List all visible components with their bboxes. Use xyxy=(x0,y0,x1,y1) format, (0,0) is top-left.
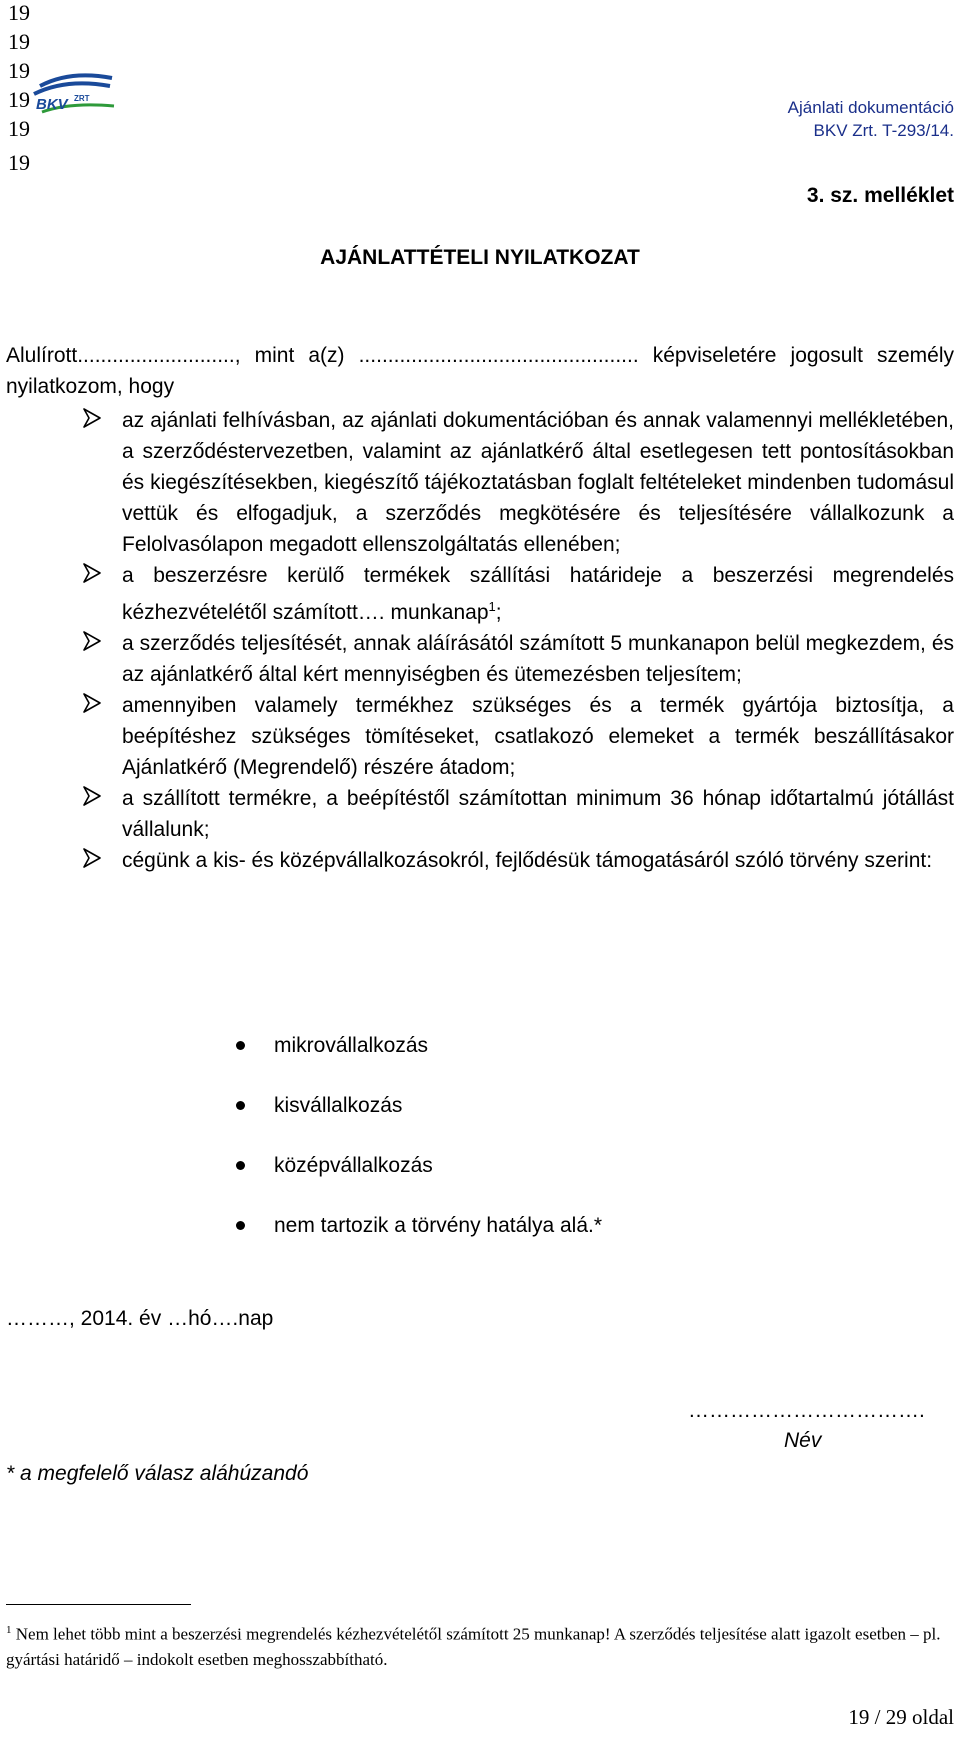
page-number: 19 / 29 oldal xyxy=(848,1705,954,1729)
margin-number: 19 xyxy=(8,150,30,175)
header-doc-title: Ajánlati dokumentáció xyxy=(787,98,954,117)
margin-number: 19 xyxy=(8,29,30,54)
bullet-dot-icon xyxy=(236,1041,245,1050)
arrowhead-bullet-icon xyxy=(82,848,102,868)
footnote-divider xyxy=(6,1604,191,1605)
document-header xyxy=(788,96,954,142)
arrowhead-bullet-icon xyxy=(82,408,102,428)
company-size-options xyxy=(236,1030,602,1270)
list-item-text: az ajánlati felhívásban, az ajánlati dokumentációban és annak valamennyi mellékletében, a szerződéstervezetben, valamint az ajánlatkérő által esetlegesen tett pontosításokban és kiegészítésekben, kiegészítő tájékoztatásban foglalt feltételeket mindenben tudomásul vettük és elfogadjuk, a szerződés megkötésére és teljesítésére vállalkozunk a Felolvasólapon megadott ellenszolgáltatás ellenében; xyxy=(122,409,954,556)
company-size-option[interactable] xyxy=(236,1030,602,1090)
company-size-option[interactable] xyxy=(236,1210,602,1270)
list-item-text: a beszerzésre kerülő termékek szállítási határideje a beszerzési megrendelés kézhezvételétől számított…. munkanap xyxy=(122,564,954,624)
bullet-dot-icon xyxy=(236,1101,245,1110)
company-size-option[interactable] xyxy=(236,1150,602,1210)
company-size-label: mikrovállalkozás xyxy=(274,1034,429,1057)
arrowhead-bullet-icon xyxy=(82,786,102,806)
company-size-label: kisvállalkozás xyxy=(274,1094,403,1117)
bullet-dot-icon xyxy=(236,1221,245,1230)
company-size-label: középvállalkozás xyxy=(274,1154,433,1177)
signature-line[interactable]: ……………………………. xyxy=(688,1399,925,1422)
declaration-list xyxy=(82,405,954,876)
margin-number: 19 xyxy=(8,116,30,141)
margin-number: 19 xyxy=(8,0,30,25)
list-item xyxy=(82,405,954,560)
list-item xyxy=(82,560,954,628)
list-item-text: a szállított termékre, a beépítéstől számítottan minimum 36 hónap időtartalmú jótállást vállalunk; xyxy=(122,787,954,841)
svg-text:ZRT: ZRT xyxy=(74,94,90,103)
arrowhead-bullet-icon xyxy=(82,631,102,651)
footnote-text: Nem lehet több mint a beszerzési megrendelés kézhezvételétől számított 25 munkanap! A szerződés teljesítése alatt igazolt esetben – pl. gyártási határidő – indokolt esetben meghosszabbítható. xyxy=(6,1624,941,1669)
signature-label: Név xyxy=(784,1429,822,1452)
bullet-dot-icon xyxy=(236,1161,245,1170)
list-item xyxy=(82,845,954,876)
margin-number: 19 xyxy=(8,87,30,112)
arrowhead-bullet-icon xyxy=(82,563,102,583)
underline-note: * a megfelelő válasz aláhúzandó xyxy=(6,1462,309,1485)
list-item-text: amennyiben valamely termékhez szükséges és a termék gyártója biztosítja, a beépítéshez szükséges tömítéseket, csatlakozó elemeket a termék beszállításakor Ajánlatkérő (Megrendelő) részére átadom; xyxy=(122,694,954,779)
list-item-text: cégünk a kis- és középvállalkozásokról, fejlődésük támogatásáról szóló törvény szerint: xyxy=(122,849,933,872)
page-title: AJÁNLATTÉTELI NYILATKOZAT xyxy=(320,246,640,269)
date-line[interactable]: ………, 2014. év …hó….nap xyxy=(6,1307,274,1330)
footnote xyxy=(6,1618,954,1672)
footnote-number: 1 xyxy=(6,1624,12,1636)
margin-number: 19 xyxy=(8,58,30,83)
bkv-logo xyxy=(30,68,120,120)
list-item-tail: ; xyxy=(495,601,502,624)
list-item xyxy=(82,783,954,845)
company-size-option[interactable] xyxy=(236,1090,602,1150)
arrowhead-bullet-icon xyxy=(82,693,102,713)
svg-text:BKV: BKV xyxy=(36,96,68,113)
annex-label: 3. sz. melléklet xyxy=(806,184,954,207)
list-item-text: a szerződés teljesítését, annak aláírásától számított 5 munkanapon belül megkezdem, és az ajánlatkérő által kért mennyiségben és ütemezésben teljesítem; xyxy=(122,632,954,686)
header-doc-ref: BKV Zrt. T-293/14. xyxy=(813,121,954,140)
footnote-ref: 1 xyxy=(488,599,496,614)
list-item xyxy=(82,628,954,690)
intro-paragraph: Alulírott..........................., mint a(z) ................................................ képviseletére jogosult személy nyilatkozom, hogy xyxy=(6,344,954,398)
list-item xyxy=(82,690,954,783)
company-size-label: nem tartozik a törvény hatálya alá.* xyxy=(274,1214,603,1237)
